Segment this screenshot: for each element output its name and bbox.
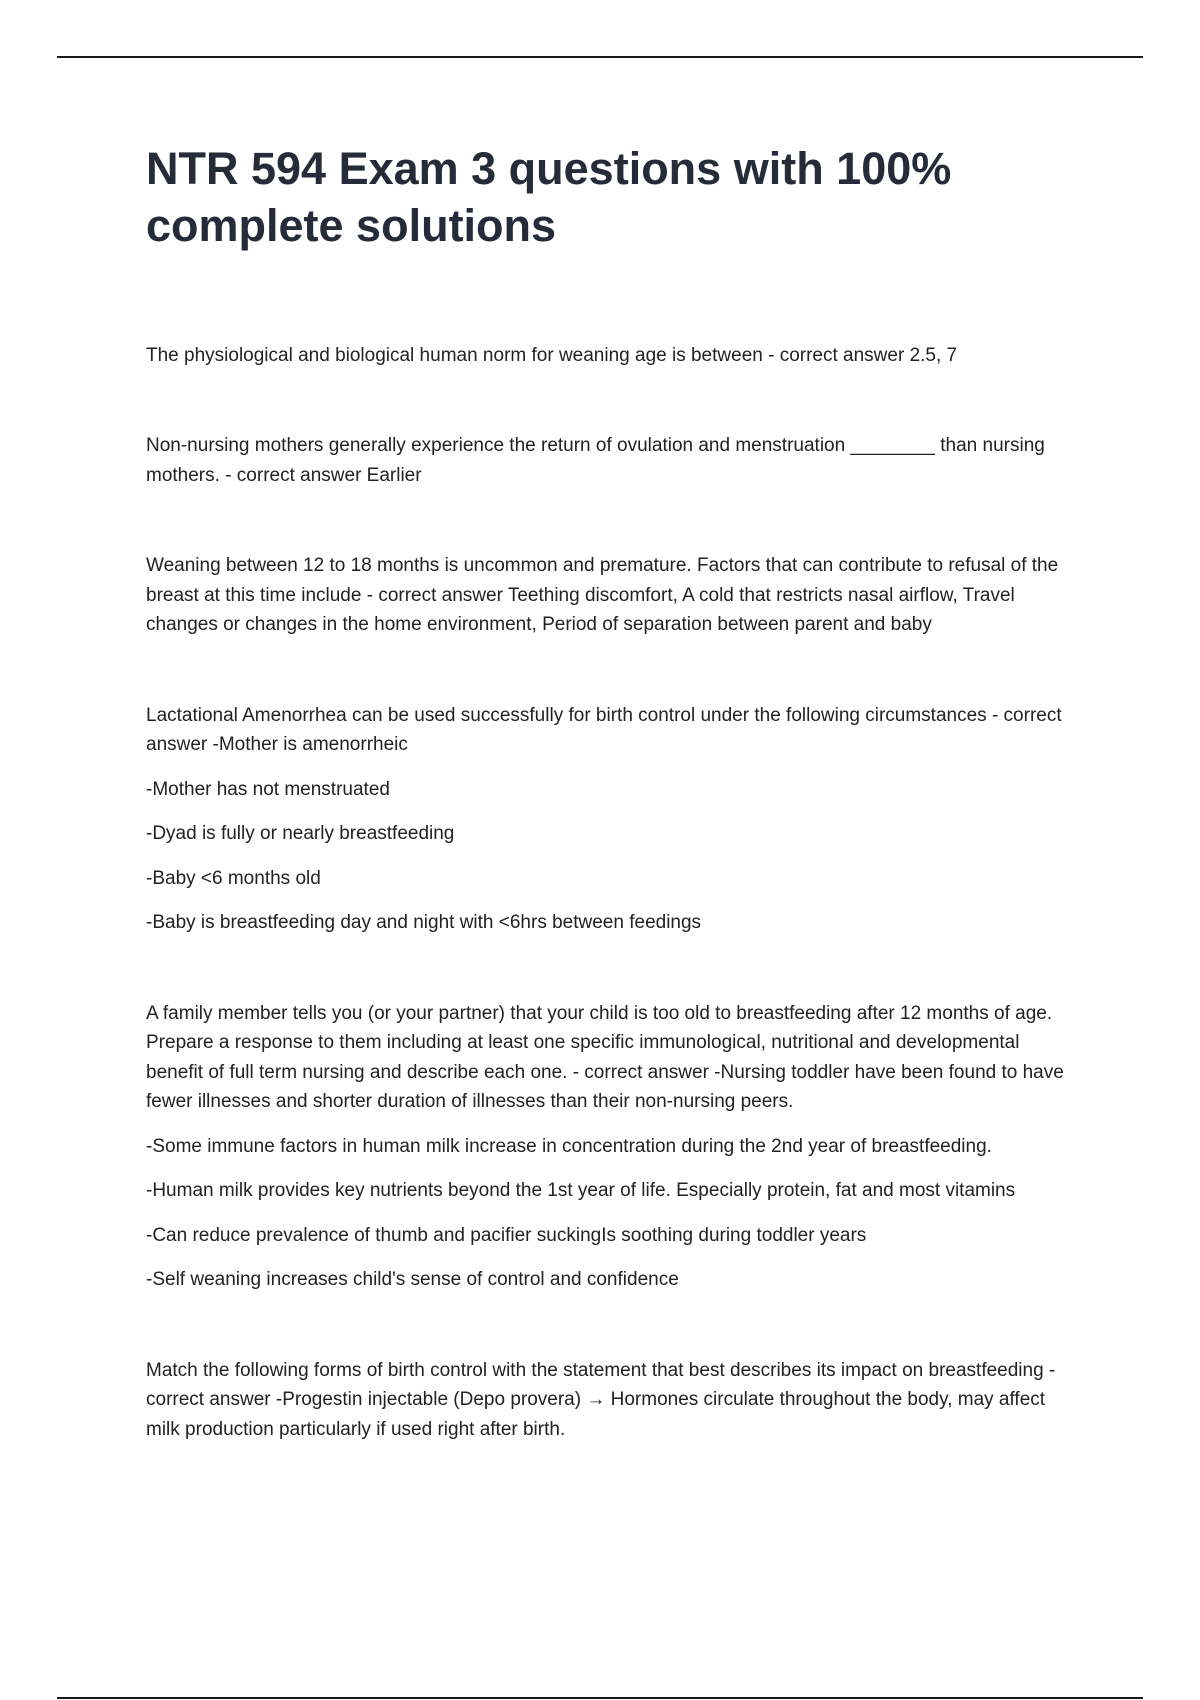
qa-item — [146, 341, 1066, 370]
title-line-1: NTR 594 Exam 3 questions with 100% — [146, 143, 952, 194]
qa-item — [146, 551, 1066, 640]
bottom-divider — [57, 1697, 1143, 1699]
document-title — [146, 140, 1066, 254]
qa-answer-line: -Some immune factors in human milk increase in concentration during the 2nd year of breastfeeding. — [146, 1135, 992, 1157]
top-divider — [57, 56, 1143, 58]
qa-item — [146, 701, 1066, 938]
qa-text: Weaning between 12 to 18 months is uncommon and premature. Factors that can contribute to refusal of the breast at this time include - correct answer Teething discomfort, A cold that restricts nasal airflow, Travel changes or changes in the home environment, Period of separation between parent and baby — [146, 555, 1059, 635]
document-body — [146, 140, 1066, 1505]
question-list — [146, 341, 1066, 1444]
qa-answer-line: -Mother has not menstruated — [146, 778, 390, 800]
qa-answer-line: -Baby <6 months old — [146, 867, 321, 889]
qa-text: A family member tells you (or your partner) that your child is too old to breastfeeding after 12 months of age. Prepare a response to them including at least one specific immunological, nutritional and developmental benefit of full term nursing and describe each one. - correct answer -Nursing toddler have been found to have fewer illnesses and shorter duration of illnesses than their non-nursing peers. — [146, 1002, 1064, 1112]
title-line-2: complete solutions — [146, 200, 557, 251]
qa-item — [146, 431, 1066, 490]
qa-answer-line: -Baby is breastfeeding day and night with <6hrs between feedings — [146, 912, 702, 933]
qa-text: Non-nursing mothers generally experience the return of ovulation and menstruation ________ than nursing mothers. - correct answer Earlier — [146, 435, 1045, 486]
qa-text: The physiological and biological human norm for weaning age is between - correct answer 2.5, 7 — [146, 345, 958, 366]
qa-text: Match the following forms of birth control with the statement that best describes its impact on breastfeeding - correct answer -Progestin injectable (Depo provera) → Hormones circulate throughout the body, may affect milk production particularly if used right after birth. — [146, 1359, 1056, 1440]
qa-answer-line: -Self weaning increases child's sense of control and confidence — [146, 1269, 679, 1290]
qa-text: Lactational Amenorrhea can be used successfully for birth control under the following circumstances - correct answer -Mother is amenorrheic — [146, 704, 1062, 755]
qa-answer-line: -Dyad is fully or nearly breastfeeding — [146, 823, 455, 844]
qa-answer-line: -Human milk provides key nutrients beyond the 1st year of life. Especially protein, fat and most vitamins — [146, 1180, 1016, 1201]
qa-item — [146, 1356, 1066, 1445]
qa-item — [146, 999, 1066, 1295]
qa-answer-line: -Can reduce prevalence of thumb and pacifier suckingIs soothing during toddler years — [146, 1224, 867, 1246]
